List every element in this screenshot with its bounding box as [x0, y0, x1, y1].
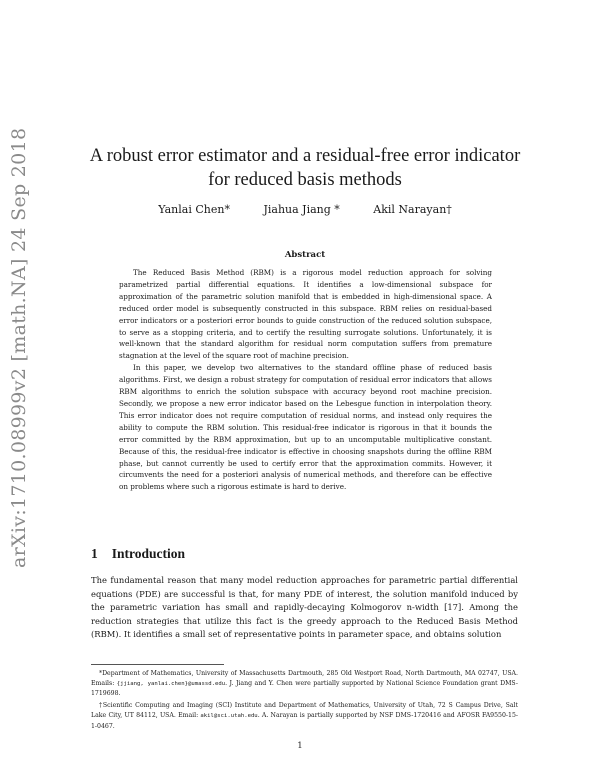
- title-line-2: for reduced basis methods: [208, 170, 402, 190]
- abstract-paragraph: The Reduced Basis Method (RBM) is a rigorous model reduction approach for solving parametrized partial differential equations. It identifies a low-dimensional subspace for approximation of the parametric solution manifold that is embedded in high-dimensional space. A reduced order model is subsequently constructed in this subspace. RBM relies on residual-based error indicators or a posteriori error bounds to guide construction of the reduced solution subspace, to serve as a stopping criteria, and to certify the resulting surrogate solutions. Unfortunately, it is well-known that the standard algorithm for residual norm computation suffers from premature stagnation at the level of the square root of machine precision.: [119, 268, 492, 361]
- footnote-authors-chen-jiang: *Department of Mathematics, University of Massachusetts Dartmouth, 285 Old Westport Road, North Dartmouth, MA 02747, USA. Emails: {jjiang, yanlai.chen}@umassd.edu. J. Jiang and Y. Chen were partially supported by National Science Foundation grant DMS-1719698.: [91, 670, 518, 698]
- paper-title: [60, 144, 550, 192]
- arxiv-id-text: arXiv:1710.08999v2 [math.NA] 24 Sep 2018: [8, 127, 30, 568]
- abstract-heading: Abstract: [284, 250, 326, 260]
- author-name: Akil Narayan†: [373, 203, 452, 216]
- footnote-divider: [91, 664, 224, 665]
- section-number: 1: [91, 546, 98, 561]
- section-body: [91, 574, 518, 642]
- section-heading: [91, 546, 185, 562]
- section-title: Introduction: [111, 546, 186, 561]
- email-link[interactable]: {jjiang, yanlai.chen}@umassd.edu: [116, 680, 226, 687]
- email-link[interactable]: akil@sci.utah.edu: [200, 712, 258, 719]
- author-list: [60, 203, 550, 216]
- author-name: Jiahua Jiang *: [263, 203, 340, 216]
- abstract-body: [119, 267, 492, 493]
- footnote-author-narayan: †Scientific Computing and Imaging (SCI) Institute and Department of Mathematics, University of Utah, 72 S Campus Drive, Salt Lake City, UT 84112, USA. Email: akil@sci.utah.edu. A. Narayan is partially supported by NSF DMS-1720416 and AFOSR FA9550-15-1-0467.: [91, 702, 518, 730]
- page-number: 1: [297, 741, 303, 751]
- author-name: Yanlai Chen*: [158, 203, 230, 216]
- abstract-paragraph: In this paper, we develop two alternatives to the standard offline phase of reduced basis algorithms. First, we design a robust strategy for computation of residual error indicators that allows RBM algorithms to enrich the solution subspace with accuracy beyond root machine precision. Secondly, we propose a new error indicator based on the Lebesgue function in interpolation theory. This error indicator does not require computation of residual norms, and instead only requires the ability to compute the RBM solution. This residual-free indicator is rigorous in that it bounds the error committed by the RBM approximation, but up to an uncomputable multiplicative constant. Because of this, the residual-free indicator is effective in choosing snapshots during the offline RBM phase, but cannot currently be used to certify error that the approximation commits. However, it circumvents the need for a posteriori analysis of numerical methods, and therefore can be effective on problems where such a rigorous estimate is hard to derive.: [119, 363, 492, 492]
- arxiv-identifier-sidebar: [0, 127, 36, 568]
- title-line-1: A robust error estimator and a residual-free error indicator: [89, 146, 521, 166]
- body-paragraph: The fundamental reason that many model reduction approaches for parametric partial differential equations (PDE) are successful is that, for many PDE of interest, the solution manifold induced by the parametric variation has small and rapidly-decaying Kolmogorov n-width [17]. Among the reduction strategies that utilize this fact is the greedy approach to the Reduced Basis Method (RBM). It identifies a small set of representative points in parameter space, and obtains solution: [91, 575, 518, 640]
- footnotes: [91, 669, 518, 733]
